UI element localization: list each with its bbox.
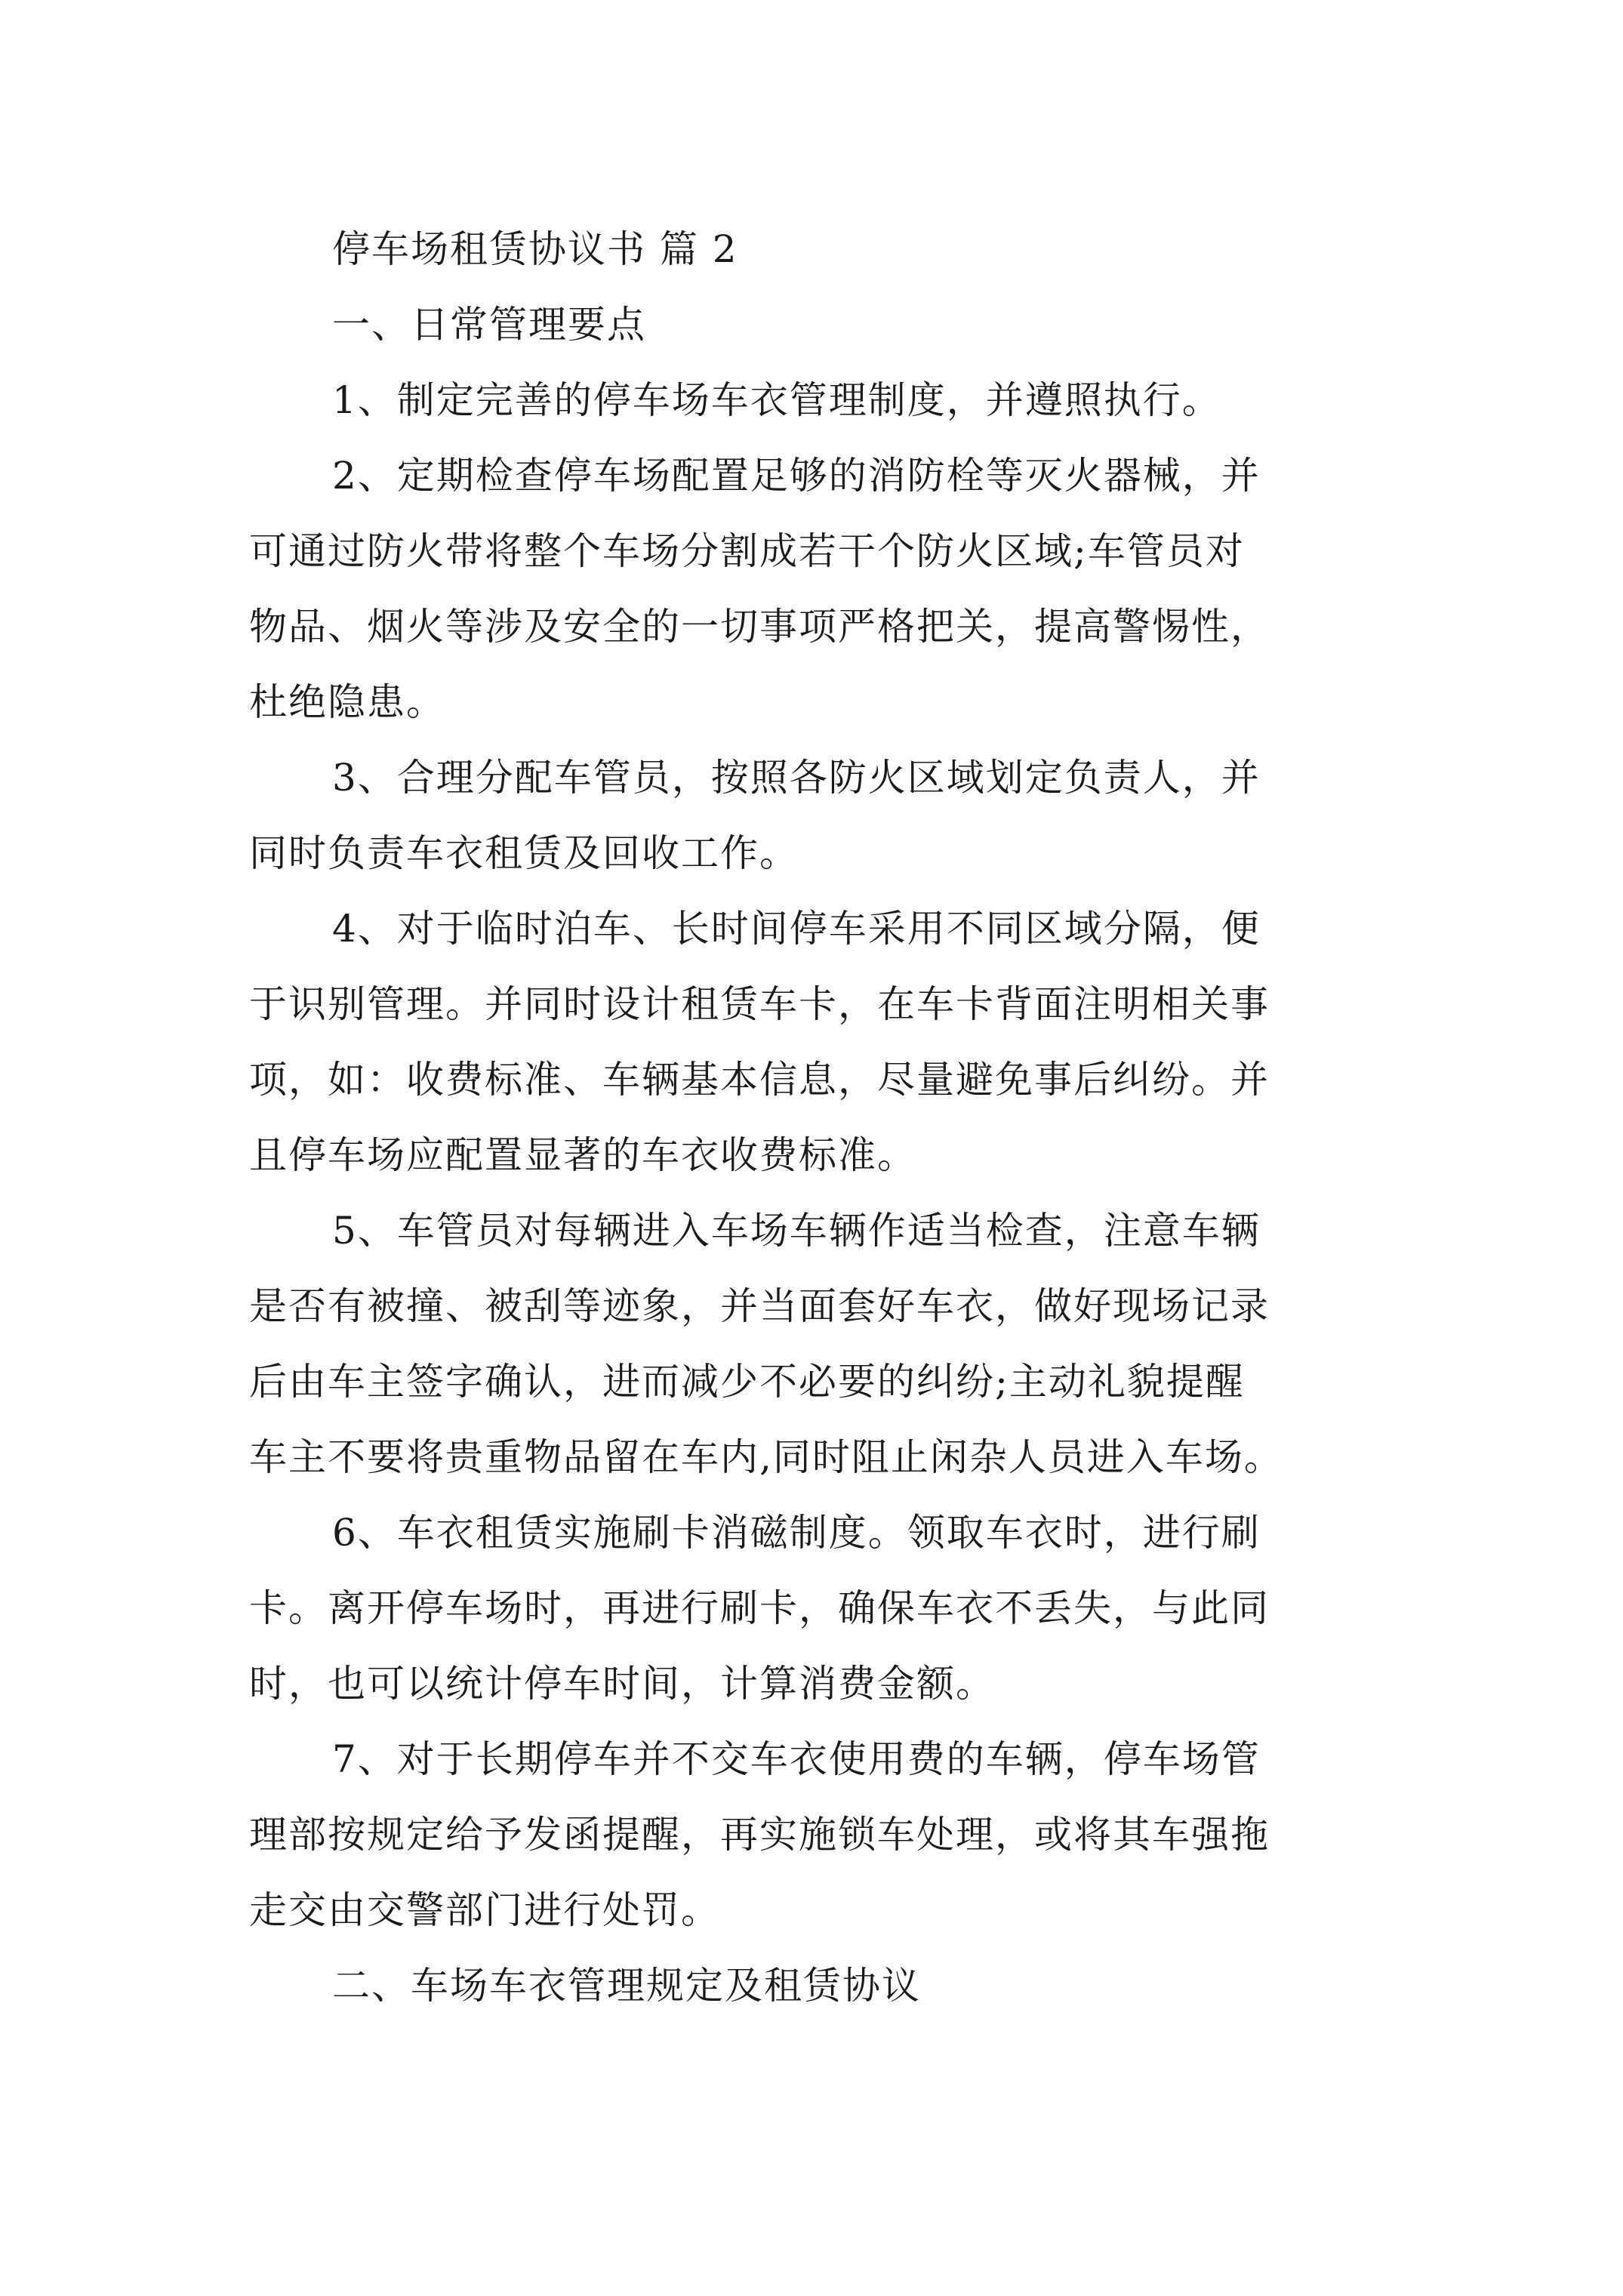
paragraph-4 (249, 891, 1381, 1193)
document-body (249, 211, 1381, 2023)
paragraph-7 (249, 1721, 1381, 1948)
section-heading-2: 二、车场车衣管理规定及租赁协议 (332, 1964, 921, 2008)
paragraph-5 (249, 1193, 1381, 1495)
paragraph-3 (249, 740, 1381, 891)
paragraph-line: 1、制定完善的停车场车衣管理制度，并遵照执行。 (332, 378, 1221, 422)
paragraph-line: 理部按规定给予发函提醒，再实施锁车处理，或将其车强拖 (249, 1813, 1270, 1857)
paragraph-line: 杜绝隐患。 (249, 680, 445, 724)
paragraph-line: 可通过防火带将整个车场分割成若干个防火区域;车管员对 (249, 529, 1245, 573)
paragraph-line: 3、合理分配车管员，按照各防火区域划定负责人，并 (332, 756, 1261, 800)
paragraph-line: 车主不要将贵重物品留在车内,同时阻止闲杂人员进入车场。 (249, 1435, 1283, 1479)
paragraph-line: 6、车衣租赁实施刷卡消磁制度。领取车衣时，进行刷 (332, 1511, 1261, 1555)
paragraph-line: 时，也可以统计停车时间，计算消费金额。 (249, 1662, 995, 1706)
paragraph-1 (249, 362, 1381, 438)
paragraph-line: 于识别管理。并同时设计租赁车卡，在车卡背面注明相关事 (249, 982, 1270, 1026)
section-heading-1: 一、日常管理要点 (332, 303, 646, 347)
paragraph-line: 是否有被撞、被刮等迹象，并当面套好车衣，做好现场记录 (249, 1284, 1270, 1328)
paragraph-line: 项，如：收费标准、车辆基本信息，尽量避免事后纠纷。并 (249, 1058, 1270, 1102)
paragraph-6 (249, 1495, 1381, 1721)
paragraph-line: 5、车管员对每辆进入车场车辆作适当检查，注意车辆 (332, 1209, 1261, 1253)
document-title: 停车场租赁协议书 篇 2 (332, 227, 738, 271)
paragraph-line: 且停车场应配置显著的车衣收费标准。 (249, 1133, 916, 1177)
paragraph-2 (249, 438, 1381, 740)
paragraph-line: 2、定期检查停车场配置足够的消防栓等灭火器械，并 (332, 454, 1261, 498)
paragraph-line: 同时负责车衣租赁及回收工作。 (249, 831, 799, 875)
paragraph-line: 后由车主签字确认，进而减少不必要的纠纷;主动礼貌提醒 (249, 1360, 1245, 1404)
paragraph-line: 4、对于临时泊车、长时间停车采用不同区域分隔，便 (332, 907, 1261, 951)
paragraph-line: 走交由交警部门进行处罚。 (249, 1888, 720, 1932)
paragraph-line: 卡。离开停车场时，再进行刷卡，确保车衣不丢失，与此同 (249, 1586, 1270, 1630)
paragraph-line: 物品、烟火等涉及安全的一切事项严格把关，提高警惕性， (249, 605, 1270, 649)
paragraph-line: 7、对于长期停车并不交车衣使用费的车辆，停车场管 (332, 1737, 1261, 1781)
